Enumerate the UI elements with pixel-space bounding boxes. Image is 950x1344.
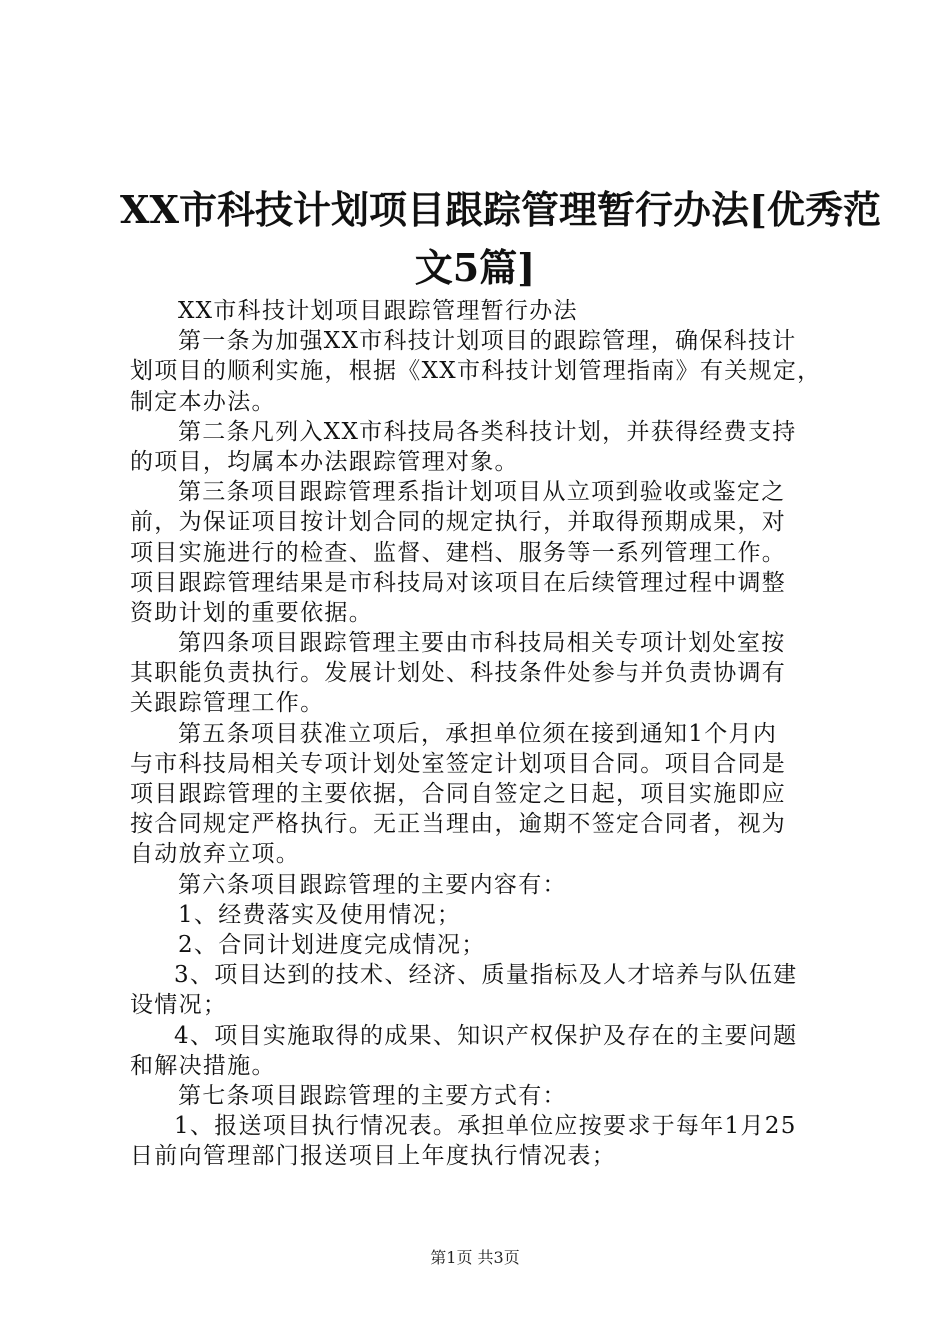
body-line: XX市科技计划项目跟踪管理暂行办法 — [178, 298, 578, 324]
body-line: 日前向管理部门报送项目上年度执行情况表； — [130, 1143, 616, 1170]
body-line: 1、报送项目执行情况表。承担单位应按要求于每年1月25 — [174, 1113, 797, 1140]
document-title-line-2: 文5篇] — [414, 245, 536, 290]
body-line: 2、合同计划进度完成情况； — [178, 931, 486, 958]
body-line: 设情况； — [130, 992, 228, 1019]
body-line: 4、项目实施取得的成果、知识产权保护及存在的主要问题 — [174, 1022, 798, 1049]
body-line: 按合同规定严格执行。无正当理由，逾期不签定合同者，视为 — [130, 811, 787, 838]
body-line: 第一条为加强XX市科技计划项目的跟踪管理，确保科技计 — [178, 328, 797, 355]
body-line: 第三条项目跟踪管理系指计划项目从立项到验收或鉴定之 — [178, 479, 786, 506]
body-line: 第二条凡列入XX市科技局各类科技计划，并获得经费支持 — [178, 418, 797, 445]
body-line: 第六条项目跟踪管理的主要内容有： — [178, 871, 567, 898]
body-line: 其职能负责执行。发展计划处、科技条件处参与并负责协调有 — [130, 660, 787, 687]
body-line: 资助计划的重要依据。 — [130, 599, 373, 626]
body-line: 关跟踪管理工作。 — [130, 690, 325, 717]
body-line: 第七条项目跟踪管理的主要方式有： — [178, 1082, 567, 1109]
body-line: 3、项目达到的技术、经济、质量指标及人才培养与队伍建 — [174, 962, 798, 989]
body-line: 第五条项目获准立项后，承担单位须在接到通知1个月内 — [178, 720, 778, 747]
body-line: 制定本办法。 — [130, 388, 276, 415]
document-body — [130, 296, 830, 1171]
body-line: 项目跟踪管理结果是市科技局对该项目在后续管理过程中调整 — [130, 569, 787, 596]
body-line: 1、经费落实及使用情况； — [178, 901, 462, 928]
body-line: 与市科技局相关专项计划处室签定计划项目合同。项目合同是 — [130, 750, 787, 777]
document-title-line-1: XX市科技计划项目跟踪管理暂行办法[优秀范 — [120, 187, 881, 232]
body-line: 自动放弃立项。 — [130, 841, 301, 868]
body-line: 和解决措施。 — [130, 1052, 276, 1079]
body-line: 的项目，均属本办法跟踪管理对象。 — [130, 448, 519, 475]
body-line: 项目跟踪管理的主要依据，合同自签定之日起，项目实施即应 — [130, 781, 787, 807]
body-line: 第四条项目跟踪管理主要由市科技局相关专项计划处室按 — [178, 630, 786, 657]
body-line: 项目实施进行的检查、监督、建档、服务等一系列管理工作。 — [130, 539, 787, 566]
body-line: 划项目的顺利实施，根据《XX市科技计划管理指南》有关规定， — [130, 358, 822, 385]
page-number-footer: 第1页 共3页 — [430, 1248, 520, 1267]
body-line: 前，为保证项目按计划合同的规定执行，并取得预期成果，对 — [130, 509, 787, 536]
